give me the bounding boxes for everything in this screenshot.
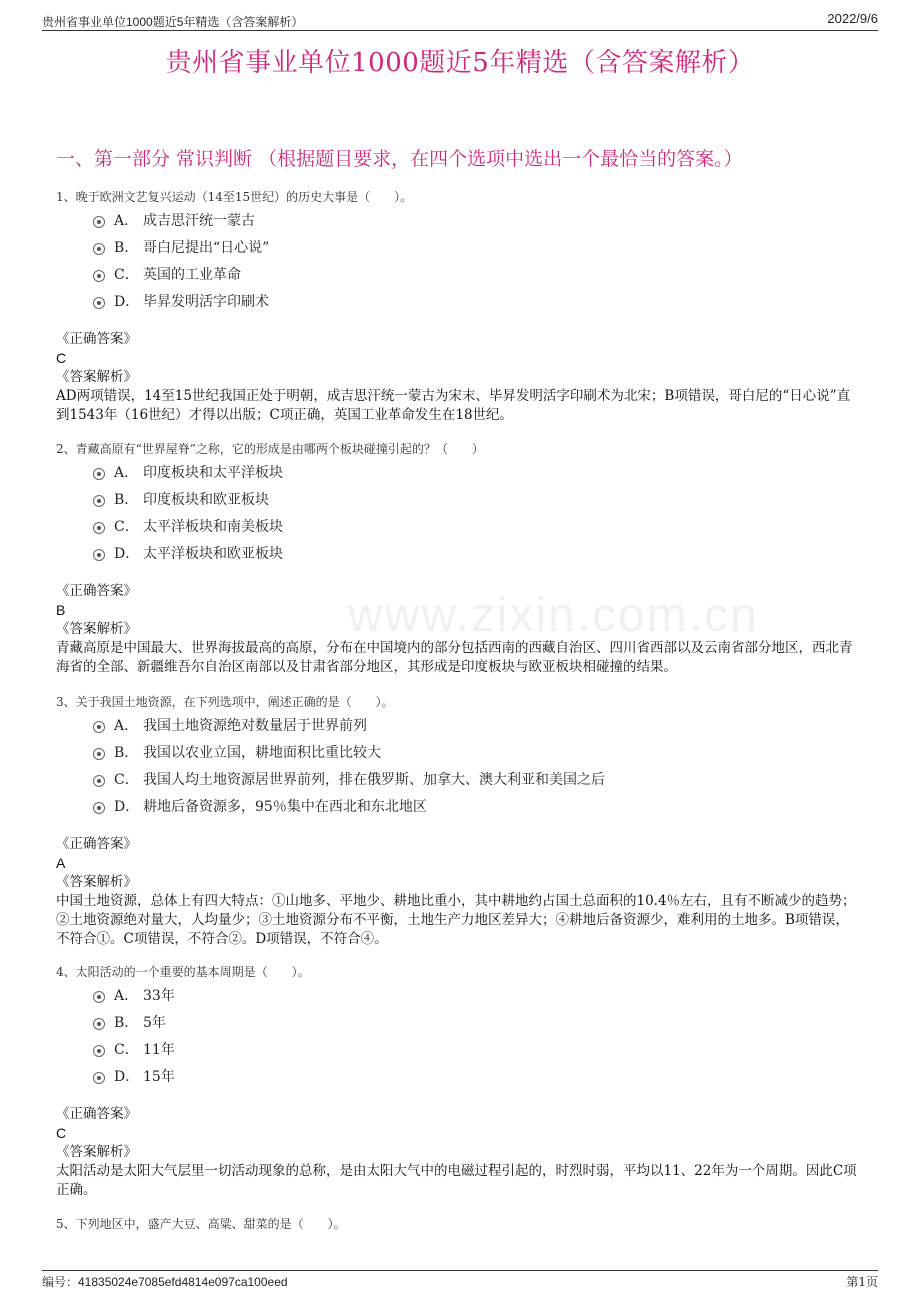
header-doc-title: 贵州省事业单位1000题近5年精选（含答案解析） — [42, 15, 304, 29]
radio-icon[interactable] — [93, 468, 105, 480]
analysis-heading: 《答案解析》 — [56, 621, 137, 637]
radio-icon[interactable] — [93, 243, 105, 255]
option-b[interactable]: B． 5年 — [56, 1013, 860, 1040]
analysis-heading: 《答案解析》 — [56, 874, 137, 890]
option-c[interactable]: C． 我国人均土地资源居世界前列，排在俄罗斯、加拿大、澳大利亚和美国之后 — [56, 770, 860, 797]
radio-icon[interactable] — [93, 991, 105, 1003]
header-date: 2022/9/6 — [827, 11, 878, 26]
option-d[interactable]: D． 太平洋板块和欧亚板块 — [56, 544, 860, 571]
option-list — [56, 211, 860, 319]
watermark: www.zixin.com.cn — [348, 589, 759, 642]
question-text: 4、太阳活动的一个重要的基本周期是（ ）。 — [56, 965, 310, 979]
answer-block — [56, 582, 860, 677]
option-b[interactable]: B． 印度板块和欧亚板块 — [56, 490, 860, 517]
correct-answer: C — [56, 1125, 67, 1141]
answer-analysis: 青藏高原是中国最大、世界海拔最高的高原，分布在中国境内的部分包括西南的西藏自治区、四川省西部以及云南省部分地区，西北青海省的全部、新疆维吾尔自治区南部以及甘肃省部分地区，其形成是印度板块与欧亚板块相碰撞的结果。 — [56, 640, 853, 675]
option-d[interactable]: D． 15年 — [56, 1067, 860, 1094]
question-text: 2、青藏高原有“世界屋脊”之称，它的形成是由哪两个板块碰撞引起的？（ ） — [56, 442, 484, 456]
radio-icon[interactable] — [93, 748, 105, 760]
option-list — [56, 986, 860, 1094]
correct-answer-heading: 《正确答案》 — [56, 836, 137, 852]
page-footer — [42, 1270, 878, 1289]
correct-answer: A — [56, 855, 66, 871]
question-text: 1、晚于欧洲文艺复兴运动（14至15世纪）的历史大事是（ ）。 — [56, 190, 413, 204]
page-number: 第1页 — [846, 1275, 878, 1289]
page-header — [42, 10, 878, 31]
radio-icon[interactable] — [93, 216, 105, 228]
correct-answer: B — [56, 602, 66, 618]
question-3 — [56, 693, 860, 949]
answer-block — [56, 330, 860, 425]
radio-icon[interactable] — [93, 1072, 105, 1084]
answer-analysis: 太阳活动是太阳大气层里一切活动现象的总称，是由太阳大气中的电磁过程引起的，时烈时弱，平均以11、22年为一个周期。因此C项正确。 — [56, 1163, 857, 1198]
option-c[interactable]: C． 英国的工业革命 — [56, 265, 860, 292]
radio-icon[interactable] — [93, 522, 105, 534]
radio-icon[interactable] — [93, 549, 105, 561]
answer-block — [56, 835, 860, 949]
radio-icon[interactable] — [93, 802, 105, 814]
option-list — [56, 463, 860, 571]
correct-answer-heading: 《正确答案》 — [56, 331, 137, 347]
question-2 — [56, 440, 860, 677]
option-b[interactable]: B． 哥白尼提出“日心说” — [56, 238, 860, 265]
question-5 — [56, 1215, 860, 1232]
option-c[interactable]: C． 太平洋板块和南美板块 — [56, 517, 860, 544]
option-d[interactable]: D． 耕地后备资源多，95％集中在西北和东北地区 — [56, 797, 860, 824]
question-text: 5、下列地区中，盛产大豆、高粱、甜菜的是（ ）。 — [56, 1217, 346, 1231]
option-a[interactable]: A． 33年 — [56, 986, 860, 1013]
answer-analysis: AD两项错误，14至15世纪我国正处于明朝，成吉思汗统一蒙古为宋末、毕昇发明活字印刷术为北宋；B项错误，哥白尼的“日心说”直到1543年（16世纪）才得以出版；C项正确，英国工业革命发生在18世纪。 — [56, 388, 851, 423]
option-a[interactable]: A． 成吉思汗统一蒙古 — [56, 211, 860, 238]
answer-block — [56, 1105, 860, 1200]
radio-icon[interactable] — [93, 721, 105, 733]
option-a[interactable]: A． 我国土地资源绝对数量居于世界前列 — [56, 716, 860, 743]
analysis-heading: 《答案解析》 — [56, 369, 137, 385]
radio-icon[interactable] — [93, 270, 105, 282]
answer-analysis: 中国土地资源，总体上有四大特点：①山地多、平地少、耕地比重小，其中耕地约占国土总面积的10.4％左右，且有不断减少的趋势；②土地资源绝对量大，人均量少；③土地资源分布不平衡，土地生产力地区差异大；④耕地后备资源少，难利用的土地多。B项错误，不符合①。C项错误，不符合②。D项错误，不符合④。 — [56, 893, 856, 947]
section-heading: 一、第一部分 常识判断 （根据题目要求，在四个选项中选出一个最恰当的答案。） — [56, 148, 743, 170]
question-1 — [56, 188, 860, 425]
radio-icon[interactable] — [93, 495, 105, 507]
correct-answer-heading: 《正确答案》 — [56, 583, 137, 599]
document-title: 贵州省事业单位1000题近5年精选（含答案解析） — [165, 48, 755, 78]
correct-answer-heading: 《正确答案》 — [56, 1106, 137, 1122]
radio-icon[interactable] — [93, 1045, 105, 1057]
option-a[interactable]: A． 印度板块和太平洋板块 — [56, 463, 860, 490]
radio-icon[interactable] — [93, 297, 105, 309]
option-list — [56, 716, 860, 824]
document-code: 编号：41835024e7085efd4814e097ca100eed — [42, 1275, 288, 1289]
radio-icon[interactable] — [93, 775, 105, 787]
question-4 — [56, 963, 860, 1200]
correct-answer: C — [56, 350, 67, 366]
question-text: 3、关于我国土地资源，在下列选项中，阐述正确的是（ ）。 — [56, 695, 394, 709]
radio-icon[interactable] — [93, 1018, 105, 1030]
option-b[interactable]: B． 我国以农业立国，耕地面积比重比较大 — [56, 743, 860, 770]
option-d[interactable]: D． 毕昇发明活字印刷术 — [56, 292, 860, 319]
analysis-heading: 《答案解析》 — [56, 1144, 137, 1160]
option-c[interactable]: C． 11年 — [56, 1040, 860, 1067]
